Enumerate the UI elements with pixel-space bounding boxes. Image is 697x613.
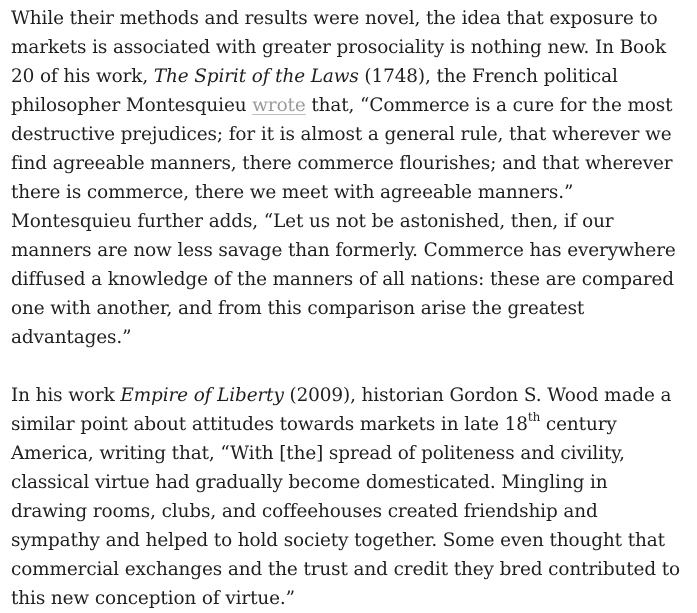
- text-segment: (2009), historian Gordon S. Wood made a similar point about attitudes towards markets in late 18: [11, 385, 672, 435]
- ordinal-superscript: th: [527, 410, 541, 425]
- paragraph-gordon-wood: [11, 381, 687, 613]
- book-title-empire-of-liberty: Empire of Liberty: [120, 385, 284, 406]
- text-segment: century America, writing that, “With [the] spread of politeness and civility, classical virtue had gradually become domesticated. Mingling in drawing rooms, clubs, and coffeehouses created friendship and sympathy and helped to hold society together. Some even thought that commercial exchanges and the trust and credit they bred contributed to this new conception of virtue.”: [11, 414, 681, 609]
- paragraph-montesquieu: [11, 4, 687, 352]
- text-segment: that, “Commerce is a cure for the most destructive prejudices; for it is almost a general rule, that wherever we find agreeable manners, there commerce flourishes; and that wherever there is commerce, there we meet with agreeable manners.” Montesquieu further adds, “Let us not be astonished, then, if our manners are now less savage than formerly. Commerce has everywhere diffused a knowledge of the manners of all nations: these are compared one with another, and from this comparison arise the greatest advantages.”: [11, 95, 676, 348]
- text-segment: In his work: [11, 385, 121, 406]
- text-segment: While their methods and results were novel, the idea that exposure to markets is associated with greater prosociality is nothing new. In Book 20 of his work,: [11, 8, 667, 87]
- text-segment: (1748), the French political philosopher Montesquieu: [11, 66, 618, 116]
- wrote-link[interactable]: wrote: [252, 95, 306, 116]
- book-title-spirit-of-the-laws: The Spirit of the Laws: [153, 66, 359, 87]
